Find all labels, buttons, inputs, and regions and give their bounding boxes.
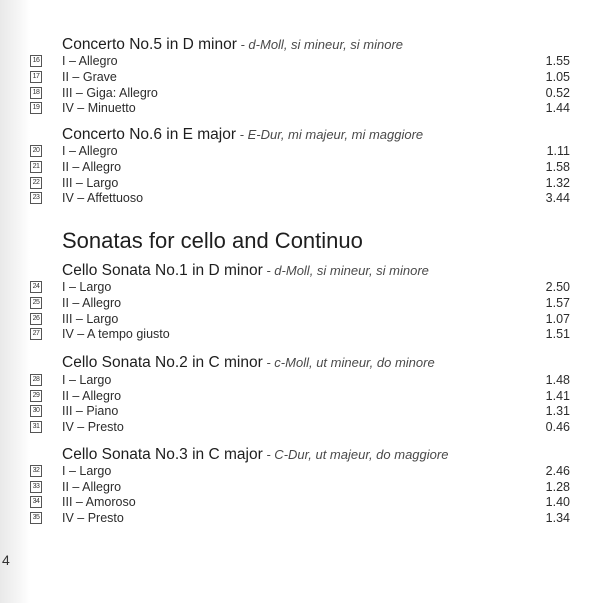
track-duration: 1.07 [545, 312, 570, 326]
movement-label: II – Grave [62, 70, 117, 84]
track-number-box: 33 [30, 481, 42, 493]
track-duration: 3.44 [545, 191, 570, 205]
work-title-main: Cello Sonata No.3 in C major [62, 446, 263, 463]
page-gutter [0, 0, 30, 603]
work-title-translations: - d-Moll, si mineur, si minore [236, 37, 404, 52]
track-number-box: 34 [30, 496, 42, 508]
track-duration: 1.34 [545, 511, 570, 525]
work-title-translations: - d-Moll, si mineur, si minore [262, 263, 429, 278]
track-number-box: 28 [30, 374, 42, 386]
movement-label: II – Allegro [62, 389, 122, 403]
track-duration: 1.57 [545, 296, 570, 310]
track-duration: 0.52 [545, 86, 570, 100]
track-row [30, 479, 570, 495]
movement-label: II – Allegro [62, 480, 122, 494]
track-row [30, 419, 570, 435]
track-row [30, 311, 570, 327]
movement-label: IV – Presto [62, 420, 124, 434]
track-row [30, 190, 570, 206]
track-number-box: 32 [30, 465, 42, 477]
work-title-translations: - C-Dur, ut majeur, do maggiore [262, 447, 449, 462]
track-row [30, 403, 570, 419]
work-title [62, 262, 429, 280]
movement-label: I – Largo [62, 280, 112, 294]
track-duration: 1.41 [545, 389, 570, 403]
track-row [30, 463, 570, 479]
work-title-main: Cello Sonata No.2 in C minor [62, 354, 263, 371]
track-row [30, 69, 570, 85]
work-title [62, 36, 403, 54]
track-row [30, 295, 570, 311]
movement-label: IV – A tempo giusto [62, 327, 170, 341]
movement-label: II – Allegro [62, 160, 122, 174]
track-row [30, 494, 570, 510]
movement-label: III – Piano [62, 404, 119, 418]
track-number-box: 25 [30, 297, 42, 309]
movement-label: I – Largo [62, 373, 112, 387]
movement-label: I – Largo [62, 464, 112, 478]
track-row [30, 372, 570, 388]
track-row [30, 510, 570, 526]
section-heading: Sonatas for cello and Continuo [62, 228, 363, 253]
track-number-box: 18 [30, 87, 42, 99]
movement-label: IV – Presto [62, 511, 124, 525]
track-number-box: 27 [30, 328, 42, 340]
movement-label: III – Amoroso [62, 495, 136, 509]
work-title [62, 126, 423, 144]
track-number-box: 20 [30, 145, 42, 157]
track-row [30, 143, 570, 159]
page-number: 4 [2, 552, 10, 568]
work-title-translations: - c-Moll, ut mineur, do minore [262, 355, 435, 370]
track-row [30, 53, 570, 69]
track-number-box: 29 [30, 390, 42, 402]
track-row [30, 159, 570, 175]
track-duration: 1.58 [545, 160, 570, 174]
work-title-main: Concerto No.5 in D minor [62, 36, 237, 53]
movement-label: I – Allegro [62, 144, 118, 158]
work-title-translations: - E-Dur, mi majeur, mi maggiore [236, 127, 424, 142]
track-number-box: 21 [30, 161, 42, 173]
track-number-box: 23 [30, 192, 42, 204]
track-row [30, 85, 570, 101]
track-duration: 1.31 [545, 404, 570, 418]
track-row [30, 100, 570, 116]
movement-label: IV – Affettuoso [62, 191, 144, 205]
movement-label: III – Giga: Allegro [62, 86, 158, 100]
track-duration: 1.05 [545, 70, 570, 84]
work-title [62, 446, 448, 464]
track-duration: 1.28 [545, 480, 570, 494]
track-row [30, 279, 570, 295]
track-duration: 1.48 [545, 373, 570, 387]
movement-label: II – Allegro [62, 296, 122, 310]
track-row [30, 326, 570, 342]
track-duration: 1.51 [545, 327, 570, 341]
track-number-box: 16 [30, 55, 42, 67]
work-title-main: Concerto No.6 in E major [62, 126, 237, 143]
work-title [62, 354, 435, 372]
track-duration: 1.44 [545, 101, 570, 115]
track-number-box: 26 [30, 313, 42, 325]
track-duration: 1.11 [546, 144, 570, 158]
track-number-box: 30 [30, 405, 42, 417]
track-row [30, 388, 570, 404]
movement-label: III – Largo [62, 312, 119, 326]
track-duration: 0.46 [545, 420, 570, 434]
track-number-box: 35 [30, 512, 42, 524]
work-title-main: Cello Sonata No.1 in D minor [62, 262, 263, 279]
track-duration: 1.55 [545, 54, 570, 68]
track-number-box: 19 [30, 102, 42, 114]
track-number-box: 24 [30, 281, 42, 293]
track-duration: 1.32 [545, 176, 570, 190]
track-number-box: 17 [30, 71, 42, 83]
movement-label: III – Largo [62, 176, 119, 190]
movement-label: IV – Minuetto [62, 101, 136, 115]
track-duration: 2.46 [545, 464, 570, 478]
movement-label: I – Allegro [62, 54, 118, 68]
track-duration: 2.50 [545, 280, 570, 294]
track-row [30, 175, 570, 191]
track-duration: 1.40 [545, 495, 570, 509]
track-number-box: 22 [30, 177, 42, 189]
track-number-box: 31 [30, 421, 42, 433]
